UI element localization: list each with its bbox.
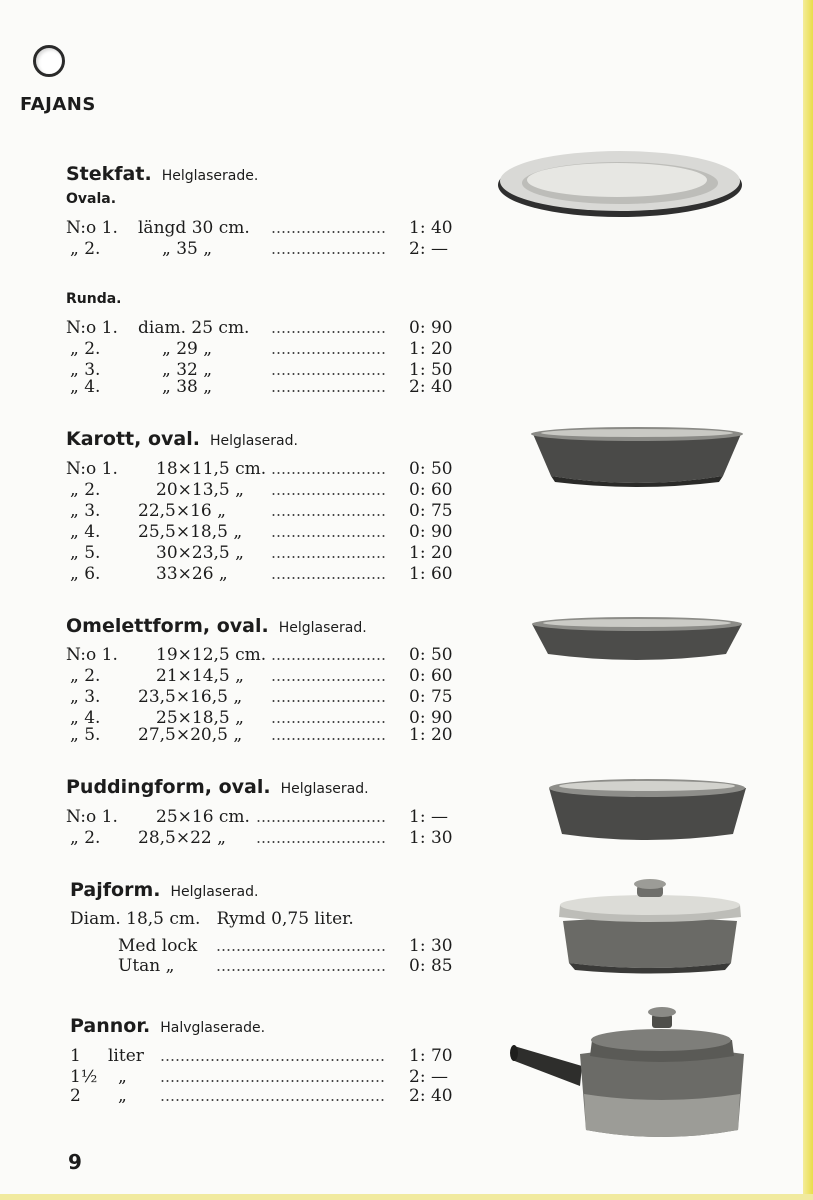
item-size: „ 29 „	[162, 339, 213, 359]
item-number: N:o 1.	[66, 318, 118, 338]
omelett-dish-image	[528, 612, 746, 666]
dot-leader	[271, 352, 386, 354]
item-number: „ 3.	[70, 687, 101, 707]
dot-leader	[160, 1099, 386, 1101]
list-item	[66, 317, 451, 339]
item-number: „ 2.	[70, 339, 101, 359]
item-number: „ 4.	[70, 708, 101, 728]
category-heading: FAJANS	[20, 94, 96, 115]
item-price: 2: 40	[409, 1086, 453, 1106]
stekfat-note: Helglaserade.	[161, 168, 259, 184]
dot-leader	[271, 514, 386, 516]
item-number: N:o 1.	[66, 645, 118, 665]
pan-with-handle-image	[508, 1002, 748, 1142]
item-price: 2: —	[409, 239, 448, 259]
pudding-dish-image	[545, 772, 750, 844]
karott-note: Helglaserad.	[209, 433, 298, 449]
item-number: „ 4.	[70, 522, 101, 542]
dot-leader	[271, 373, 386, 375]
dot-leader	[271, 577, 386, 579]
item-price: 2: —	[409, 1067, 448, 1087]
item-price: 2: 40	[409, 377, 453, 397]
page-number: 9	[68, 1150, 82, 1174]
item-size: „	[118, 1086, 127, 1106]
item-number: „ 3.	[70, 360, 101, 380]
item-number: 1½	[70, 1067, 98, 1087]
item-size: „ 38 „	[162, 377, 213, 397]
item-label: Utan „	[118, 956, 175, 976]
item-price: 0: 50	[409, 645, 453, 665]
list-item	[66, 935, 451, 957]
list-item	[66, 724, 451, 746]
pannor-heading	[70, 1015, 265, 1037]
omelett-heading	[66, 615, 367, 637]
item-price: 1: 30	[409, 936, 453, 956]
item-number: „ 2.	[70, 828, 101, 848]
item-size: 25×18,5 „	[156, 708, 244, 728]
item-size: diam. 25 cm.	[138, 318, 250, 338]
item-price: 0: 75	[409, 687, 453, 707]
list-item	[66, 665, 451, 687]
item-number: „ 5.	[70, 543, 101, 563]
list-item	[66, 238, 451, 260]
oval-platter-image	[495, 140, 750, 230]
item-price: 0: 50	[409, 459, 453, 479]
item-size: 21×14,5 „	[156, 666, 244, 686]
item-price: 0: 90	[409, 708, 453, 728]
item-size: 20×13,5 „	[156, 480, 244, 500]
list-item	[66, 338, 451, 360]
item-size: 28,5×22 „	[138, 828, 226, 848]
karott-title: Karott, oval.	[66, 428, 200, 450]
dot-leader	[271, 331, 386, 333]
list-item	[66, 686, 451, 708]
pajform-description: Diam. 18,5 cm. Rymd 0,75 liter.	[70, 909, 354, 929]
item-price: 1: 20	[409, 339, 453, 359]
item-size: 25,5×18,5 „	[138, 522, 243, 542]
list-item	[66, 521, 451, 543]
item-size: längd 30 cm.	[138, 218, 250, 238]
item-price: 1: —	[409, 807, 448, 827]
pajform-title: Pajform.	[70, 879, 161, 901]
list-item	[66, 563, 451, 585]
item-size: 33×26 „	[156, 564, 228, 584]
dot-leader	[271, 700, 386, 702]
item-number: „ 6.	[70, 564, 101, 584]
item-number: „ 3.	[70, 501, 101, 521]
list-item	[66, 376, 451, 398]
item-price: 0: 90	[409, 318, 453, 338]
item-size: 22,5×16 „	[138, 501, 226, 521]
item-price: 1: 20	[409, 543, 453, 563]
list-item	[66, 827, 451, 849]
item-number: „ 2.	[70, 480, 101, 500]
dot-leader	[271, 738, 386, 740]
item-size: 18×11,5 cm.	[156, 459, 267, 479]
page-edge	[803, 0, 813, 1200]
item-price: 0: 85	[409, 956, 453, 976]
dot-leader	[271, 493, 386, 495]
page-bottom-edge	[0, 1194, 813, 1200]
item-label: Med lock	[118, 936, 198, 956]
item-size: 30×23,5 „	[156, 543, 244, 563]
list-item	[70, 1085, 451, 1107]
dot-leader	[271, 535, 386, 537]
item-size: 25×16 cm.	[156, 807, 250, 827]
item-number: 2	[70, 1086, 81, 1106]
item-size: 19×12,5 cm.	[156, 645, 267, 665]
dot-leader	[256, 841, 386, 843]
item-price: 1: 20	[409, 725, 453, 745]
pannor-note: Halvglaserade.	[160, 1020, 266, 1036]
karott-heading	[66, 428, 298, 450]
item-number: „ 2.	[70, 239, 101, 259]
item-size: 23,5×16,5 „	[138, 687, 243, 707]
dot-leader	[271, 679, 386, 681]
dot-leader	[271, 390, 386, 392]
pajform-heading	[70, 879, 258, 901]
list-item	[66, 542, 451, 564]
dot-leader	[160, 1059, 386, 1061]
stekfat-title: Stekfat.	[66, 163, 152, 185]
pajform-lidded-dish-image	[555, 875, 745, 975]
dot-leader	[256, 820, 386, 822]
dot-leader	[271, 556, 386, 558]
dot-leader	[216, 969, 386, 971]
binder-hole	[33, 45, 65, 77]
item-size: liter	[108, 1046, 144, 1066]
pudding-note: Helglaserad.	[280, 781, 369, 797]
stekfat-heading	[66, 163, 258, 185]
item-price: 0: 60	[409, 480, 453, 500]
item-size: „	[118, 1067, 127, 1087]
item-price: 0: 75	[409, 501, 453, 521]
item-number: N:o 1.	[66, 807, 118, 827]
list-item	[70, 1045, 451, 1067]
list-item	[66, 479, 451, 501]
item-number: 1	[70, 1046, 81, 1066]
omelett-note: Helglaserad.	[278, 620, 367, 636]
item-number: N:o 1.	[66, 459, 118, 479]
list-item	[66, 500, 451, 522]
list-item	[66, 955, 451, 977]
list-item	[66, 217, 451, 239]
item-number: „ 4.	[70, 377, 101, 397]
item-number: N:o 1.	[66, 218, 118, 238]
item-price: 1: 40	[409, 218, 453, 238]
item-price: 1: 70	[409, 1046, 453, 1066]
stekfat-runda-subtitle: Runda.	[66, 291, 122, 307]
item-number: „ 2.	[70, 666, 101, 686]
dot-leader	[271, 231, 386, 233]
pudding-title: Puddingform, oval.	[66, 776, 271, 798]
item-size: „ 35 „	[162, 239, 213, 259]
item-number: „ 5.	[70, 725, 101, 745]
dot-leader	[271, 472, 386, 474]
pudding-heading	[66, 776, 369, 798]
stekfat-ovala-subtitle: Ovala.	[66, 191, 117, 207]
item-price: 1: 60	[409, 564, 453, 584]
item-price: 0: 60	[409, 666, 453, 686]
item-price: 1: 50	[409, 360, 453, 380]
karott-bowl-image	[527, 422, 747, 492]
item-size: 27,5×20,5 „	[138, 725, 243, 745]
list-item	[66, 644, 451, 666]
item-price: 1: 30	[409, 828, 453, 848]
dot-leader	[160, 1080, 386, 1082]
dot-leader	[216, 949, 386, 951]
pajform-note: Helglaserad.	[170, 884, 259, 900]
list-item	[66, 458, 451, 480]
dot-leader	[271, 721, 386, 723]
item-size: „ 32 „	[162, 360, 213, 380]
pannor-title: Pannor.	[70, 1015, 151, 1037]
dot-leader	[271, 658, 386, 660]
item-price: 0: 90	[409, 522, 453, 542]
dot-leader	[271, 252, 386, 254]
list-item	[66, 806, 451, 828]
omelett-title: Omelettform, oval.	[66, 615, 269, 637]
